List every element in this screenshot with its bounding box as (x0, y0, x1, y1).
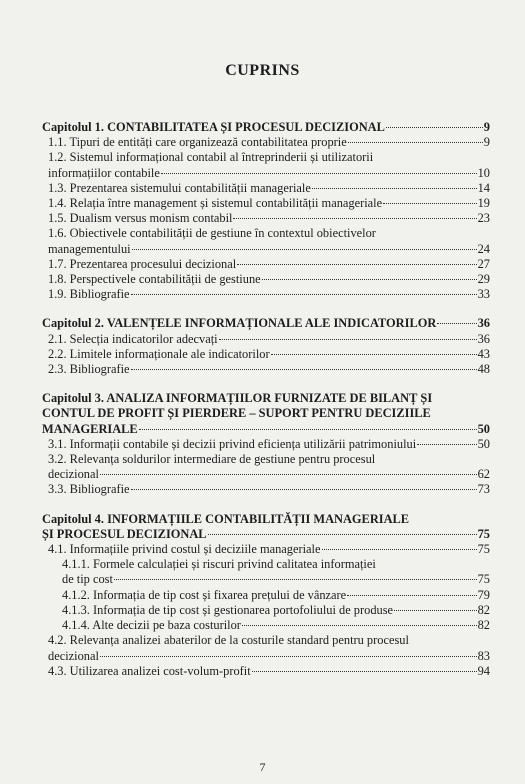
entry-page-number: 19 (477, 196, 490, 211)
entry-page-number: 29 (477, 272, 490, 287)
entry-title: 2.2. Limitele informaționale ale indicatorilor (48, 346, 270, 361)
dot-leader (386, 127, 483, 128)
toc-entry[interactable] (42, 588, 490, 603)
entry-title: 3.1. Informații contabile și decizii privind eficiența utilizării patrimoniului (48, 436, 417, 451)
dot-leader (100, 656, 477, 657)
entry-title: 4.1. Informațiile privind costul și deciziile manageriale (48, 542, 321, 557)
toc-entry[interactable] (42, 437, 490, 452)
toc-entry[interactable] (42, 572, 490, 587)
entry-page-number: 14 (477, 180, 490, 195)
toc-entry-line: 1.2. Sistemul informațional contabil al întreprinderii și utilizatorii (48, 150, 374, 165)
dot-leader (161, 173, 477, 174)
table-of-contents (42, 120, 490, 679)
toc-entry[interactable] (42, 135, 490, 150)
toc-entry[interactable] (42, 287, 490, 302)
toc-entry[interactable] (42, 196, 490, 211)
chapter-heading-line: CONTUL DE PROFIT ȘI PIERDERE – SUPORT PENTRU DECIZIILE (42, 406, 431, 421)
toc-entry[interactable] (42, 181, 490, 196)
chapter-spacer (42, 498, 490, 512)
toc-entry[interactable] (42, 242, 490, 257)
entry-title: managementului (48, 241, 131, 256)
entry-title: ȘI PROCESUL DECIZIONAL (42, 526, 207, 541)
dot-leader (252, 671, 477, 672)
dot-leader (219, 339, 477, 340)
chapter-heading-line: Capitolul 3. ANALIZA INFORMAȚIILOR FURNIZATE DE BILANȚ ȘI (42, 391, 433, 406)
dot-leader (131, 294, 477, 295)
entry-page-number: 33 (477, 287, 490, 302)
dot-leader (347, 595, 476, 596)
chapter-heading[interactable] (42, 527, 490, 542)
toc-entry[interactable] (42, 542, 490, 557)
entry-title: 2.1. Selecția indicatorilor adecvați (48, 331, 218, 346)
entry-page-number: 73 (477, 482, 490, 497)
toc-entry-line: 3.2. Relevanța soldurilor intermediare de gestiune pentru procesul (48, 452, 376, 467)
entry-title: MANAGERIALE (42, 421, 138, 436)
page-title: CUPRINS (225, 62, 300, 79)
entry-title: 1.9. Bibliografie (48, 287, 130, 302)
entry-page-number: 82 (477, 618, 490, 633)
toc-entry[interactable] (42, 482, 490, 497)
entry-title: 4.1.4. Alte decizii pe baza costurilor (62, 618, 241, 633)
dot-leader (417, 444, 476, 445)
dot-leader (242, 625, 477, 626)
entry-title: 1.3. Prezentarea sistemului contabilității manageriale (48, 180, 311, 195)
entry-page-number: 62 (477, 467, 490, 482)
toc-entry[interactable] (42, 211, 490, 226)
toc-entry[interactable] (42, 272, 490, 287)
dot-leader (437, 323, 476, 324)
entry-page-number: 75 (477, 526, 490, 541)
entry-page-number: 82 (477, 602, 490, 617)
entry-page-number: 27 (477, 256, 490, 271)
toc-entry[interactable] (42, 664, 490, 679)
entry-title: Capitolul 1. CONTABILITATEA ȘI PROCESUL DECIZIONAL (42, 120, 385, 134)
entry-page-number: 9 (483, 120, 490, 134)
toc-entry[interactable] (42, 618, 490, 633)
toc-entry[interactable] (42, 332, 490, 347)
entry-title: decizional (48, 648, 99, 663)
entry-page-number: 43 (477, 346, 490, 361)
chapter-heading-line: Capitolul 4. INFORMAȚIILE CONTABILITĂȚII MANAGERIALE (42, 511, 410, 526)
entry-title: 1.8. Perspectivele contabilității de gestiune (48, 272, 261, 287)
chapter-heading[interactable] (42, 422, 490, 437)
toc-entry-line: 4.1.1. Formele calculației și riscuri privind calitatea informației (62, 557, 376, 572)
entry-title: 1.5. Dualism versus monism contabil (48, 211, 233, 226)
chapter-heading[interactable] (42, 316, 490, 331)
toc-entry[interactable] (42, 603, 490, 618)
entry-page-number: 83 (477, 648, 490, 663)
entry-page-number: 94 (477, 663, 490, 678)
entry-page-number: 75 (477, 542, 490, 557)
page-number: 7 (259, 760, 266, 774)
entry-page-number: 24 (477, 241, 490, 256)
toc-entry[interactable] (42, 649, 490, 664)
toc-entry[interactable] (42, 362, 490, 377)
dot-leader (132, 249, 477, 250)
entry-title: 4.1.3. Informația de tip cost și gestionarea portofoliului de produse (62, 602, 394, 617)
dot-leader (383, 203, 477, 204)
dot-leader (237, 264, 476, 265)
dot-leader (394, 610, 477, 611)
dot-leader (348, 142, 483, 143)
entry-page-number: 36 (477, 331, 490, 346)
entry-title: decizional (48, 467, 99, 482)
toc-entry-line: 4.2. Relevanța analizei abaterilor de la costurile standard pentru procesul (48, 633, 409, 648)
dot-leader (271, 354, 477, 355)
toc-entry[interactable] (42, 166, 490, 181)
entry-page-number: 79 (477, 587, 490, 602)
entry-page-number: 36 (477, 316, 490, 331)
entry-title: informațiilor contabile (48, 165, 160, 180)
dot-leader (233, 218, 476, 219)
toc-entry-line: 1.6. Obiectivele contabilității de gestiune în contextul obiectivelor (48, 226, 376, 241)
entry-page-number: 9 (483, 135, 490, 150)
chapter-spacer (42, 302, 490, 316)
chapter-heading[interactable] (42, 120, 490, 135)
dot-leader (131, 369, 477, 370)
entry-title: 2.3. Bibliografie (48, 362, 130, 377)
entry-title: de tip cost (62, 572, 113, 587)
entry-title: 3.3. Bibliografie (48, 482, 130, 497)
entry-page-number: 50 (477, 436, 490, 451)
dot-leader (208, 534, 477, 535)
dot-leader (139, 429, 477, 430)
entry-page-number: 48 (477, 362, 490, 377)
chapter-spacer (42, 377, 490, 391)
toc-entry[interactable] (42, 467, 490, 482)
entry-title: 4.1.2. Informația de tip cost și fixarea prețului de vânzare (62, 587, 347, 602)
entry-title: 4.3. Utilizarea analizei cost-volum-profit (48, 663, 251, 678)
entry-page-number: 75 (477, 572, 490, 587)
toc-entry[interactable] (42, 347, 490, 362)
dot-leader (100, 474, 477, 475)
entry-title: 1.1. Tipuri de entități care organizează contabilitatea proprie (48, 135, 347, 150)
entry-page-number: 23 (477, 211, 490, 226)
dot-leader (114, 579, 477, 580)
dot-leader (322, 549, 477, 550)
toc-entry[interactable] (42, 257, 490, 272)
entry-title: 1.4. Relația între management și sistemul contabilității manageriale (48, 196, 383, 211)
dot-leader (131, 489, 477, 490)
dot-leader (262, 279, 477, 280)
entry-title: 1.7. Prezentarea procesului decizional (48, 256, 237, 271)
dot-leader (312, 188, 477, 189)
entry-title: Capitolul 2. VALENȚELE INFORMAȚIONALE ALE INDICATORILOR (42, 316, 437, 331)
entry-page-number: 10 (477, 165, 490, 180)
entry-page-number: 50 (477, 421, 490, 436)
